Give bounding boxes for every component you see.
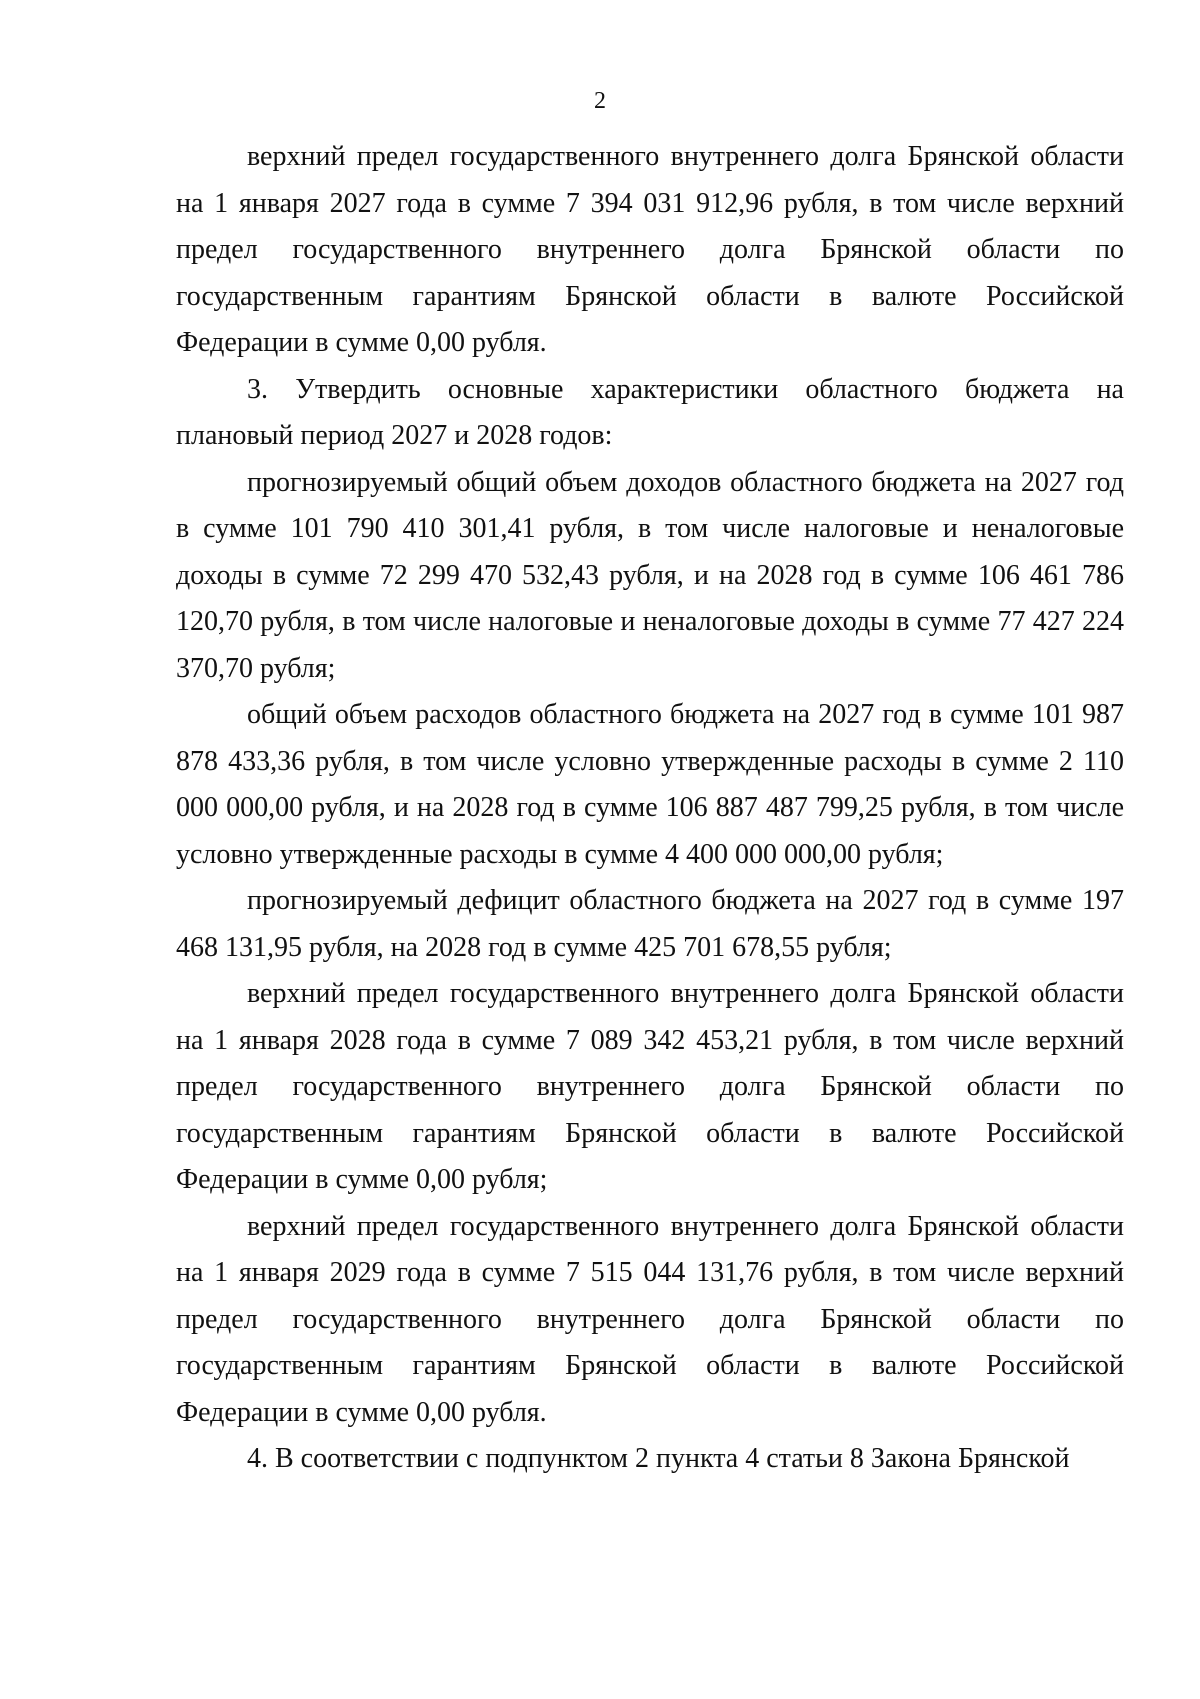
paragraph-item-4-start: 4. В соответствии с подпунктом 2 пункта 4 статьи 8 Закона Брянской xyxy=(247,1443,1070,1474)
paragraph-total-expenditure: общий объем расходов областного бюджета на 2027 год в сумме 101 987 878 433,36 рубля, в том числе условно утвержденные расходы в сумме 2 110 000 000,00 рубля, и на 2028 год в сумме 106 887 487 799,25 рубля, в том числе условно утвержденные расходы в сумме 4 400 000 000,00 рубля; xyxy=(176,699,1124,870)
paragraph-item-3-planning-period: 3. Утвердить основные характеристики областного бюджета на плановый период 2027 и 2028 годов: xyxy=(176,373,1124,451)
page-number: 2 xyxy=(594,88,606,114)
paragraph-debt-limit-2029: верхний предел государственного внутреннего долга Брянской области на 1 января 2029 года в сумме 7 515 044 131,76 рубля, в том числе верхний предел государственного внутреннего долга Брянской области по государственным гарантиям Брянской области в валюте Российской Федерации в сумме 0,00 рубля. xyxy=(176,1210,1124,1428)
paragraph-debt-limit-2028: верхний предел государственного внутреннего долга Брянской области на 1 января 2028 года в сумме 7 089 342 453,21 рубля, в том числе верхний предел государственного внутреннего долга Брянской области по государственным гарантиям Брянской области в валюте Российской Федерации в сумме 0,00 рубля; xyxy=(176,978,1124,1195)
document-body xyxy=(176,134,1124,1483)
paragraph-debt-limit-2027: верхний предел государственного внутреннего долга Брянской области на 1 января 2027 года в сумме 7 394 031 912,96 рубля, в том числе верхний предел государственного внутреннего долга Брянской области по государственным гарантиям Брянской области в валюте Российской Федерации в сумме 0,00 рубля. xyxy=(176,141,1124,358)
paragraph-projected-revenue: прогнозируемый общий объем доходов областного бюджета на 2027 год в сумме 101 790 410 301,41 рубля, в том числе налоговые и неналоговые доходы в сумме 72 299 470 532,43 рубля, и на 2028 год в сумме 106 461 786 120,70 рубля, в том числе налоговые и неналоговые доходы в сумме 77 427 224 370,70 рубля; xyxy=(176,466,1124,684)
paragraph-projected-deficit: прогнозируемый дефицит областного бюджета на 2027 год в сумме 197 468 131,95 рубля, на 2028 год в сумме 425 701 678,55 рубля; xyxy=(176,885,1124,963)
